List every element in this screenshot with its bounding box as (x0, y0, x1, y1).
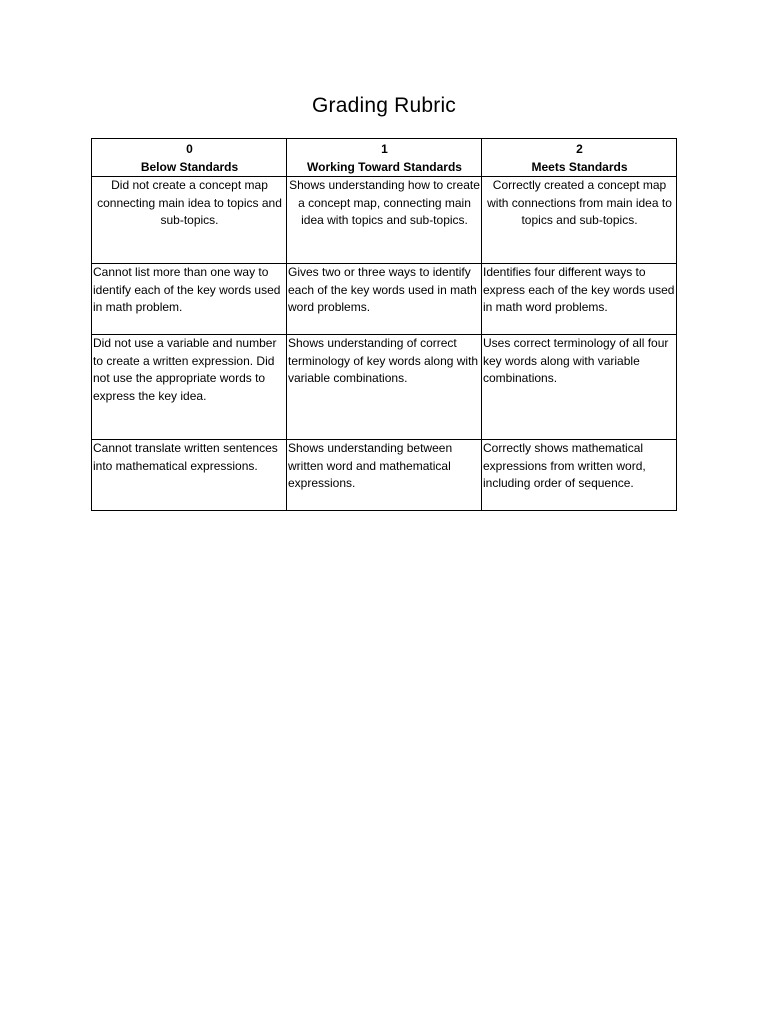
table-cell (482, 335, 677, 440)
cell-text: Uses correct terminology of all four key words along with variable combinations. (483, 336, 669, 385)
cell-text: Cannot translate written sentences into mathematical expressions. (93, 441, 278, 473)
level-header-1 (287, 139, 482, 177)
table-cell (287, 335, 482, 440)
table-cell (92, 177, 287, 264)
cell-text: Did not use a variable and number to create a written expression. Did not use the appropriate words to express the key idea. (93, 336, 277, 403)
level-name: Below Standards (140, 159, 239, 174)
table-cell (482, 440, 677, 511)
cell-text: Gives two or three ways to identify each of the key words used in math word problems. (288, 265, 477, 314)
cell-text: Cannot list more than one way to identify each of the key words used in math problem. (93, 265, 281, 314)
cell-text: Identifies four different ways to express each of the key words used in math word problems. (483, 265, 675, 314)
table-cell (482, 264, 677, 335)
table-row (92, 440, 677, 511)
cell-text: Shows understanding between written word and mathematical expressions. (288, 441, 453, 490)
table-cell (287, 177, 482, 264)
table-row (92, 177, 677, 264)
level-score: 1 (381, 142, 388, 156)
table-cell (287, 440, 482, 511)
table-cell (92, 264, 287, 335)
level-header-2 (482, 139, 677, 177)
cell-text: Shows understanding how to create a concept map, connecting main idea with topics and sub-topics. (289, 178, 480, 227)
level-name: Working Toward Standards (307, 159, 462, 174)
level-name: Meets Standards (531, 159, 628, 174)
cell-text: Shows understanding of correct terminology of key words along with variable combinations. (288, 336, 479, 385)
cell-text: Correctly shows mathematical expressions from written word, including order of sequence. (483, 441, 646, 490)
table-cell (92, 335, 287, 440)
level-score: 0 (186, 142, 193, 156)
rubric-table (91, 138, 677, 511)
header-row (92, 139, 677, 177)
table-row (92, 335, 677, 440)
cell-text: Did not create a concept map connecting main idea to topics and sub-topics. (97, 178, 282, 227)
table-cell (287, 264, 482, 335)
cell-text: Correctly created a concept map with connections from main idea to topics and sub-topics. (487, 178, 672, 227)
level-score: 2 (576, 142, 583, 156)
table-row (92, 264, 677, 335)
level-header-0 (92, 139, 287, 177)
table-cell (92, 440, 287, 511)
table-cell (482, 177, 677, 264)
page-title: Grading Rubric (311, 94, 457, 117)
